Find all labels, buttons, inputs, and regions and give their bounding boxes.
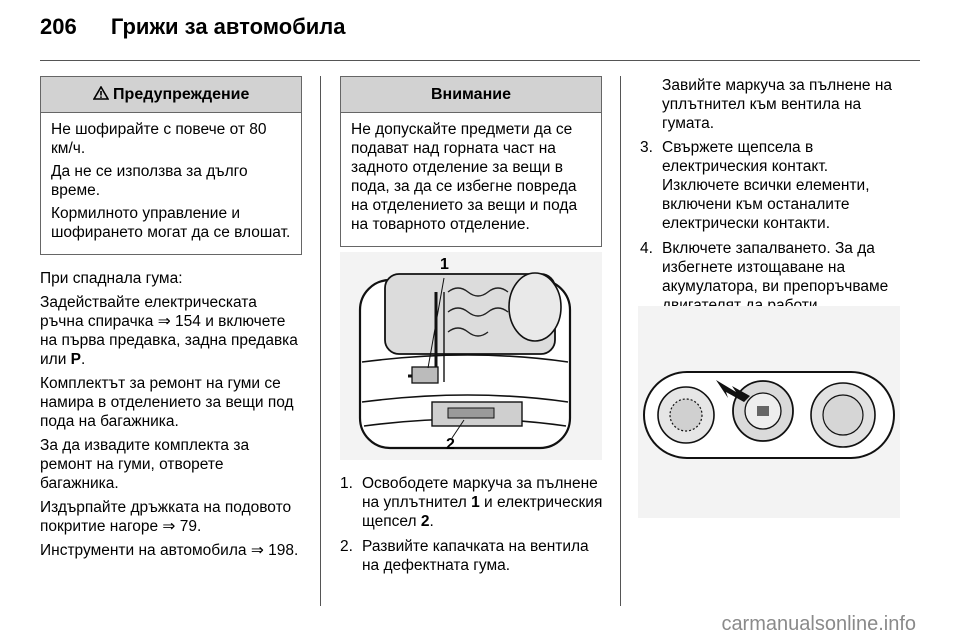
page-number: 206 — [40, 14, 77, 39]
connect-hose-text: Завийте маркуча за пълнене на уплътнител към вентила на гумата. — [662, 77, 892, 132]
socket-figure — [638, 306, 900, 518]
warning-box-header — [41, 77, 301, 113]
parking-brake-instruction: Задействайте електрическата ръчна спирачка ⇒ 154 и включете на първа предавка, задна предавка или P. — [40, 294, 298, 368]
notice-box — [340, 76, 602, 247]
warning-triangle-icon — [93, 86, 109, 100]
middle-steps — [340, 474, 608, 581]
header-rule — [40, 60, 920, 61]
ref-arrow-icon: ⇒ — [157, 313, 171, 330]
warning-box-body — [41, 113, 301, 254]
callout-1: 1 — [440, 256, 449, 273]
page-title: Грижи за автомобила — [110, 14, 346, 39]
ref-arrow-icon: ⇒ — [250, 542, 264, 559]
warning-text-2: Да не се използва за дълго време. — [51, 163, 248, 199]
watermark: carmanualsonline.info — [721, 613, 916, 635]
step-4: 4. Включете запалването. За да избегнете изтощаване на акумулатора, ви препоръчваме — [640, 240, 889, 295]
open-boot-text: За да извадите комплекта за ремонт на гуми, отворете багажника. — [40, 437, 250, 492]
page-reference-link[interactable]: 198. — [268, 542, 299, 559]
compressor-figure — [340, 252, 602, 460]
notice-box-body — [341, 113, 601, 246]
ref-arrow-icon: ⇒ — [162, 518, 176, 535]
step-3: 3. Свържете щепсела в електрическия контакт. Изключете всички елементи, включени към останалите електрически контакти. — [640, 139, 870, 232]
warning-text-1: Не шофирайте с повече от 80 км/ч. — [51, 121, 267, 157]
notice-box-header: Внимание — [341, 77, 601, 113]
steps-list-2 — [640, 138, 906, 315]
column-divider-2 — [620, 76, 621, 606]
middle-column — [340, 76, 602, 247]
vehicle-tools-reference: Инструменти на автомобила ⇒ 198. — [40, 542, 299, 559]
power-socket-illustration — [638, 306, 900, 518]
step-1: 1. Освободете маркуча за пълнене на уплътнител 1 и електрическия щепсел 2. — [340, 475, 603, 530]
left-column — [40, 76, 302, 565]
warning-box — [40, 76, 302, 255]
step-2: 2. Развийте капачката на вентила на дефектната гума. — [340, 538, 589, 574]
floor-cover-instruction: Издърпайте дръжката на подовото покритие нагоре ⇒ 79. — [40, 499, 292, 535]
steps-list-1 — [340, 474, 608, 575]
page-header — [40, 14, 346, 40]
compressor-illustration — [340, 252, 602, 460]
column-divider-1 — [320, 76, 321, 606]
page-reference-link[interactable]: 154 — [175, 313, 201, 330]
callout-2: 2 — [446, 436, 455, 453]
kit-location-text: Комплектът за ремонт на гуми се намира в отделението за вещи под пода на багажника. — [40, 375, 294, 430]
notice-text: Не допускайте предмети да се подават над горната част на задното отделение за вещи в пода, за да се избегне повреда на отделението за вещи и пода на товарното отделение. — [351, 121, 578, 233]
warning-text-3: Кормилното управление и шофирането могат да се влошат. — [51, 205, 291, 241]
right-column — [640, 76, 906, 321]
page-reference-link[interactable]: 79. — [179, 518, 202, 535]
warning-title: Предупреждение — [113, 86, 250, 103]
flat-tyre-intro: При спаднала гума: — [40, 270, 183, 287]
